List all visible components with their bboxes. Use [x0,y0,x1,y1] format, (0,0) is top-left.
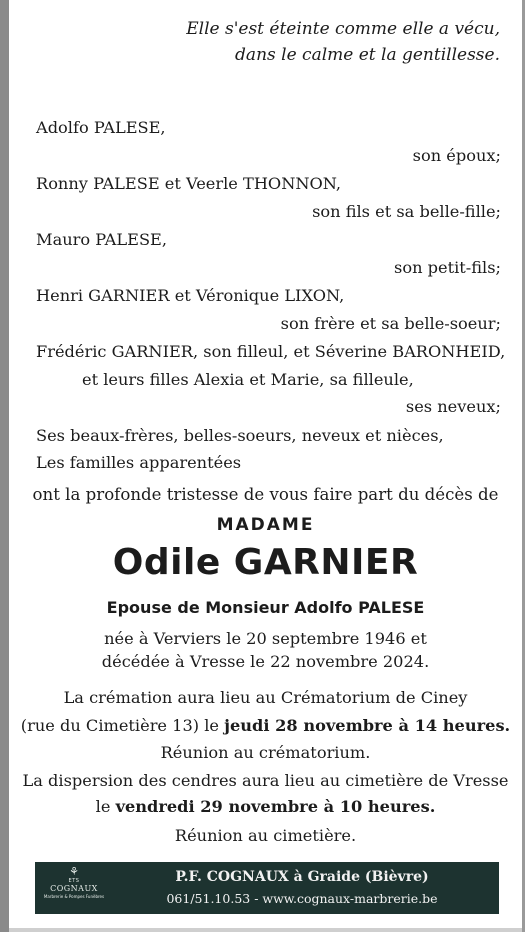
dispersion-line-1: La dispersion des cendres aura lieu au cimetière de Vresse [22,771,509,790]
family-mauro-role: son petit-fils; [394,258,501,277]
logo-name: COGNAUX [50,884,98,893]
family-adolfo: Adolfo PALESE, [36,118,166,137]
funeral-home-banner [35,862,499,914]
epigraph-line-2: dans le calme et la gentillesse. [235,45,500,65]
left-border-bar [0,0,9,932]
logo-subtitle: Marbrerie & Pompes Funèbres [43,894,105,899]
dispersion-line-3: Réunion au cimetière. [174,826,357,845]
funeral-home-name: P.F. COGNAUX à Graide (Bièvre) [175,869,429,885]
dispersion-prefix: le [95,797,116,816]
cremation-line-3: Réunion au crématorium. [160,743,371,762]
deceased-name: Odile GARNIER [112,542,419,583]
family-frederic-role: ses neveux; [405,397,501,416]
announcement: ont la profonde tristesse de vous faire part du décès de [32,485,499,504]
family-familles: Les familles apparentées [36,453,242,472]
title-madame: MADAME [216,515,315,535]
flame-icon: ⚘ [69,865,79,878]
spouse-line: Epouse de Monsieur Adolfo PALESE [106,598,425,617]
cremation-line-1: La crémation aura lieu au Crématorium de Ciney [63,688,468,707]
death-line: décédée à Vresse le 22 novembre 2024. [101,652,430,671]
cremation-line-2 [9,716,522,736]
cognaux-logo [41,866,107,910]
family-frederic: Frédéric GARNIER, son filleul, et Séverine BARONHEID, [36,342,506,361]
family-mauro: Mauro PALESE, [36,230,167,249]
family-adolfo-role: son époux; [412,146,501,165]
bottom-border [9,928,522,932]
epigraph-line-1: Elle s'est éteinte comme elle a vécu, [186,19,500,39]
family-ronny-role: son fils et sa belle-fille; [312,202,501,221]
birth-line: née à Verviers le 20 septembre 1946 et [104,629,427,648]
family-ronny: Ronny PALESE et Veerle THONNON, [36,174,342,193]
family-henri-role: son frère et sa belle-soeur; [280,314,501,333]
family-beaux: Ses beaux-frères, belles-soeurs, neveux et nièces, [36,426,444,445]
cremation-date: jeudi 28 novembre à 14 heures. [224,716,511,735]
funeral-home-contact[interactable]: 061/51.10.53 - www.cognaux-marbrerie.be [166,891,438,906]
dispersion-date: vendredi 29 novembre à 10 heures. [115,797,436,816]
cremation-place: (rue du Cimetière 13) le [20,716,225,735]
family-frederic-cont: et leurs filles Alexia et Marie, sa filleule, [82,370,414,389]
logo-ets: ETS [68,878,80,884]
dispersion-line-2 [9,797,522,817]
family-henri: Henri GARNIER et Véronique LIXON, [36,286,345,305]
